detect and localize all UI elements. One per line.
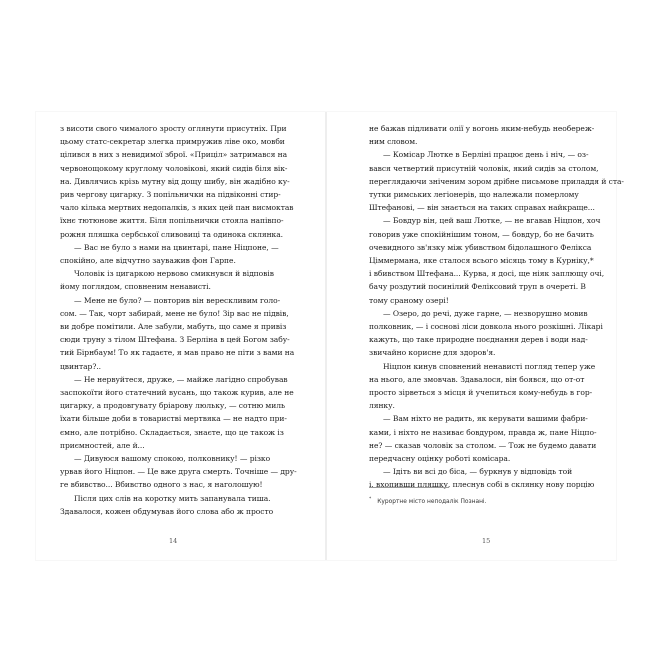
text-line: очевидного зв'язку між убивством бідолашного Фелікса — [369, 242, 592, 252]
footnote — [369, 495, 615, 507]
text-line: ємно, але потрібно. Складається, знаєте, що це також із — [60, 427, 284, 437]
text-line: заспокоїти його статечний вусань, що також курив, але не — [60, 388, 294, 398]
text-line: урвав його Ніцпон. — Це вже друга смерть. Точніше — дру- — [60, 467, 297, 477]
right-page — [327, 112, 624, 560]
text-line: Чоловік із цигаркою нервово смикнувся й відповів — [74, 269, 274, 279]
text-line: рив чергову цигарку. З попільнички на підвіконні стир- — [60, 190, 281, 200]
left-page-text — [60, 122, 308, 518]
footnote-mark: * — [369, 497, 372, 502]
text-line: — Вам ніхто не радить, як керувати вашими фабри- — [383, 414, 588, 424]
text-line: ви добре помітили. Але забули, мабуть, що саме я привіз — [60, 322, 287, 332]
text-line: ним словом. — [369, 137, 418, 147]
text-line: тий Бірнбаум! То як гадаєте, я мав право не піти з вами на — [60, 348, 295, 358]
text-line: ками, і ніхто не називає бовдуром, правда ж, пане Ніцпо- — [369, 427, 597, 437]
text-line: рожня пляшка сербської сливовиці та одинока склянка. — [60, 229, 284, 239]
text-line: їхнє тютюнове життя. Біля попільнички стояла напівпо- — [60, 216, 284, 226]
text-line: говорив уже спокійнішим тоном, — бовдур, бо не бачить — [369, 229, 594, 239]
text-line: лянку. — [369, 401, 395, 411]
text-line: спокійно, але відчутно зауважив фон Гарпе. — [60, 256, 236, 266]
text-line: ге вбивство... Вбивство одного з нас, я наголошую! — [60, 480, 263, 490]
text-line: не бажав підливати олії у вогонь яким-небудь необереж- — [369, 124, 595, 133]
text-line: і вбивством Штефана... Курва, я досі, ще ніяк заплющу очі, — [369, 269, 605, 279]
text-line: приємностей, але й... — [60, 440, 145, 450]
text-line: йому поглядом, сповненим ненависті. — [60, 282, 211, 292]
text-line: — Озеро, до речі, дуже гарне, — незворушно мовив — [383, 308, 588, 318]
text-line: — Комісар Лютке в Берліні працює день і ніч, — оз- — [383, 150, 589, 160]
text-line: тутки римських легіонерів, що належали померлому — [369, 190, 579, 200]
text-line: — Ідіть ви всі до біса, — буркнув у відповідь той — [383, 467, 573, 477]
text-line: сом. — Так, чорт забирай, мене не було! Зір вас не підвів, — [60, 308, 289, 318]
footnote-text: Курортне місто неподалік Познані. — [377, 498, 487, 505]
text-line: просто зірветься з місця й учепиться кому-небудь в гор- — [369, 388, 593, 398]
text-line: кажуть, що таке природне поєднання дерев і води над- — [369, 335, 588, 345]
right-page-text — [369, 122, 624, 492]
text-line: цілився в них з невидимої зброї. «Приціл» затримався на — [60, 150, 288, 160]
text-line: на нього, але змовчав. Здавалося, він боявся, що от-от — [369, 374, 585, 384]
text-line: Ціммермана, яке сталося всього місяць тому в Курніку,* — [369, 256, 594, 266]
text-line: цигарку, а продовгувату бріарову люльку, — сотню миль — [60, 401, 286, 411]
text-line: — Вас не було з нами на цвинтарі, пане Ніцпоне, — — [74, 242, 279, 252]
text-line: — Бовдур він, цей ваш Лютке, — не вгавав Ніцпон, хоч — [383, 216, 601, 226]
text-line: чало кілька мертвих недопалків, з яких цей пан висмоктав — [60, 203, 294, 213]
text-line: цьому статс-секретар злегка примружив ліве око, мовби — [60, 137, 285, 147]
footnote-rule — [369, 487, 449, 488]
left-page — [36, 112, 325, 560]
page-number-left: 14 — [169, 537, 178, 545]
text-line: Штефанові, — він знається на таких справах найкраще... — [369, 203, 595, 213]
text-line: сюди труну з тілом Штефана. З Берліна в цей Богом забу- — [60, 335, 290, 345]
text-line: Після цих слів на коротку мить запанувала тиша. — [74, 493, 271, 503]
text-line: Здавалося, кожен обдумував його слова або ж просто — [60, 506, 274, 516]
text-line: вався четвертий присутній чоловік, який сидів за столом, — [369, 163, 599, 173]
text-line: тому сраному озері! — [369, 295, 449, 305]
text-line: — Дивуюся вашому спокою, полковнику! — різко — [74, 454, 271, 464]
text-line: і, вхопивши пляшку, плеснув собі в склянку нову порцію — [369, 480, 595, 490]
text-line: полковник, — і соснові ліси довкола нього розкішні. Лікарі — [369, 322, 603, 332]
text-line: їхати більше доби в товаристві мертвяка — не надто при- — [60, 414, 287, 424]
text-line: звичайно корисне для здоров'я. — [369, 348, 496, 358]
text-line: — Мене не було? — повторив він верескливим голо- — [74, 295, 281, 305]
text-line: червонощокому круглому чоловікові, який сидів біля вік- — [60, 163, 288, 173]
text-line: не? — сказав чоловік за столом. — Тож не будемо давати — [369, 440, 597, 450]
text-line: бачу роздутий посинілий Феліксовий труп в очереті. В — [369, 282, 586, 292]
text-line: Ніцпон кинув сповнений ненависті погляд тепер уже — [383, 361, 596, 371]
text-line: на. Дивлячись крізь мутну від дощу шибу, він жадібно ку- — [60, 176, 290, 186]
text-line: цвинтар?.. — [60, 361, 102, 371]
text-line: передчасну оцінку роботі комісара. — [369, 454, 511, 464]
text-line: переглядаючи зніченим зором дрібне письмове приладдя й ста- — [369, 176, 624, 186]
page-number-right: 15 — [482, 537, 491, 545]
text-line: — Не нервуйтеся, друже, — майже лагідно спробував — [74, 374, 288, 384]
text-line: з висоти свого чималого зросту оглянути присутніх. При — [60, 124, 287, 133]
